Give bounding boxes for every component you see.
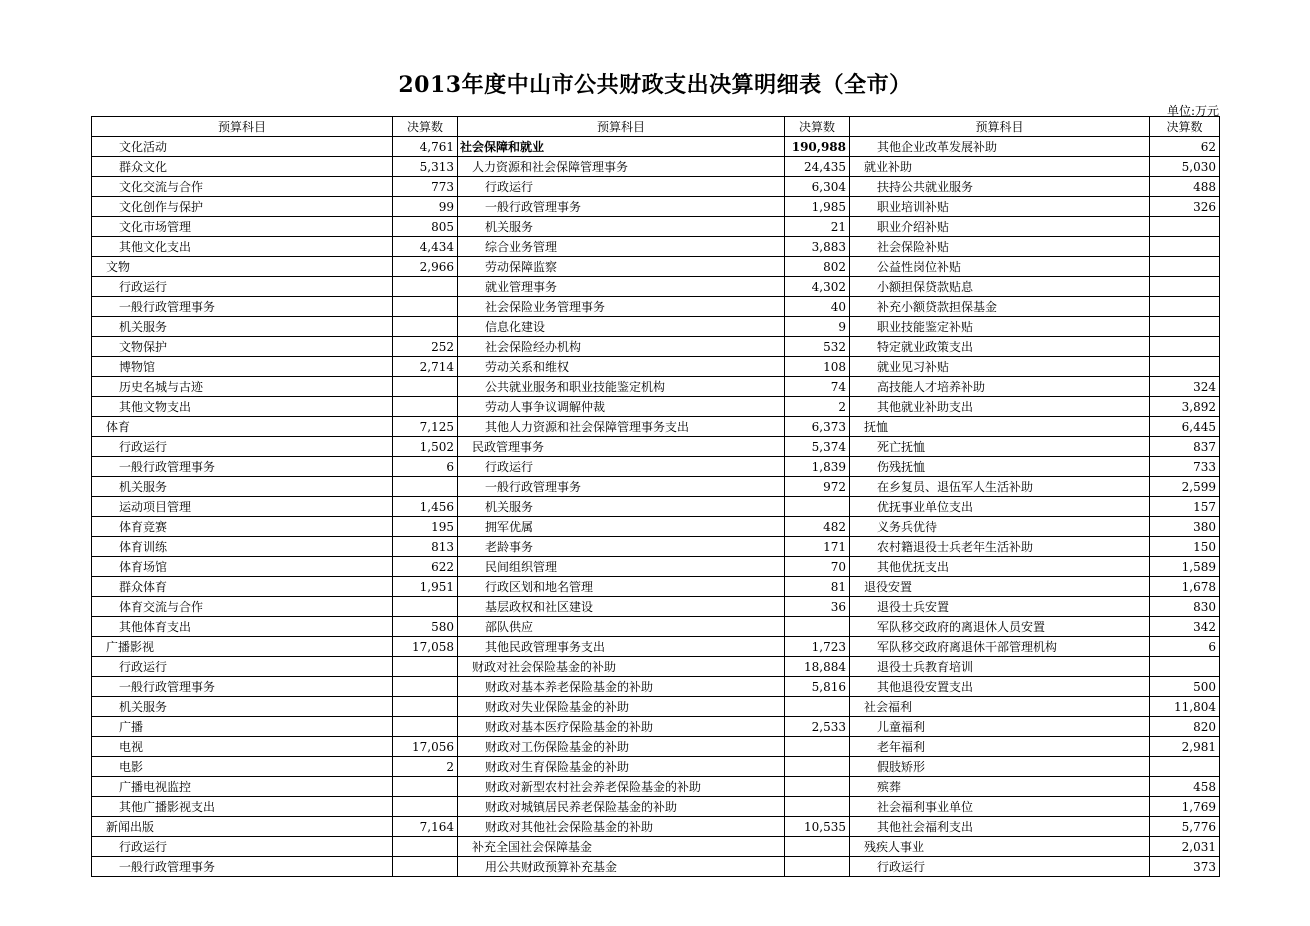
- amount-cell: [393, 677, 458, 697]
- subject-cell: 就业管理事务: [458, 277, 785, 297]
- subject-cell: 其他广播影视支出: [92, 797, 393, 817]
- table-row: [92, 377, 1220, 397]
- subject-cell: 其他退役安置支出: [850, 677, 1150, 697]
- amount-cell: 6,445: [1150, 417, 1220, 437]
- subject-cell: 其他体育支出: [92, 617, 393, 637]
- subject-cell: 综合业务管理: [458, 237, 785, 257]
- table-row: [92, 597, 1220, 617]
- table-row: [92, 777, 1220, 797]
- amount-cell: [785, 497, 850, 517]
- table-row: [92, 437, 1220, 457]
- subject-cell: 运动项目管理: [92, 497, 393, 517]
- amount-cell: [785, 777, 850, 797]
- amount-cell: 2: [785, 397, 850, 417]
- amount-cell: [393, 397, 458, 417]
- amount-cell: 6: [393, 457, 458, 477]
- subject-cell: 机关服务: [458, 217, 785, 237]
- amount-cell: 2,714: [393, 357, 458, 377]
- subject-cell: 行政区划和地名管理: [458, 577, 785, 597]
- subject-cell: 补充全国社会保障基金: [458, 837, 785, 857]
- table-row: [92, 497, 1220, 517]
- subject-cell: 抚恤: [850, 417, 1150, 437]
- subject-cell: 义务兵优待: [850, 517, 1150, 537]
- subject-cell: 体育训练: [92, 537, 393, 557]
- subject-cell: 老龄事务: [458, 537, 785, 557]
- amount-cell: 733: [1150, 457, 1220, 477]
- table-row: [92, 677, 1220, 697]
- subject-cell: 行政运行: [458, 177, 785, 197]
- subject-cell: 社会福利事业单位: [850, 797, 1150, 817]
- subject-cell: 体育: [92, 417, 393, 437]
- subject-cell: 儿童福利: [850, 717, 1150, 737]
- subject-cell: 社会保险业务管理事务: [458, 297, 785, 317]
- subject-cell: 体育交流与合作: [92, 597, 393, 617]
- subject-cell: 民间组织管理: [458, 557, 785, 577]
- amount-cell: [393, 477, 458, 497]
- amount-cell: 3,892: [1150, 397, 1220, 417]
- amount-cell: 5,030: [1150, 157, 1220, 177]
- amount-cell: 9: [785, 317, 850, 337]
- amount-cell: 6,373: [785, 417, 850, 437]
- subject-cell: 文化创作与保护: [92, 197, 393, 217]
- amount-cell: [1150, 277, 1220, 297]
- amount-cell: 805: [393, 217, 458, 237]
- amount-cell: 190,988: [785, 137, 850, 157]
- subject-cell: 文化交流与合作: [92, 177, 393, 197]
- subject-cell: 群众文化: [92, 157, 393, 177]
- table-row: [92, 197, 1220, 217]
- amount-cell: [1150, 297, 1220, 317]
- amount-cell: 2,533: [785, 717, 850, 737]
- table-row: [92, 357, 1220, 377]
- subject-cell: 劳动保障监察: [458, 257, 785, 277]
- subject-cell: 电视: [92, 737, 393, 757]
- table-row: [92, 297, 1220, 317]
- amount-cell: [393, 597, 458, 617]
- subject-cell: 财政对其他社会保险基金的补助: [458, 817, 785, 837]
- amount-cell: [393, 717, 458, 737]
- amount-cell: 2,599: [1150, 477, 1220, 497]
- subject-cell: 其他人力资源和社会保障管理事务支出: [458, 417, 785, 437]
- amount-cell: 532: [785, 337, 850, 357]
- header-amount-2: 决算数: [785, 117, 850, 137]
- subject-cell: 人力资源和社会保障管理事务: [458, 157, 785, 177]
- subject-cell: 殡葬: [850, 777, 1150, 797]
- subject-cell: 机关服务: [458, 497, 785, 517]
- subject-cell: 残疾人事业: [850, 837, 1150, 857]
- amount-cell: 972: [785, 477, 850, 497]
- subject-cell: 其他文物支出: [92, 397, 393, 417]
- amount-cell: 458: [1150, 777, 1220, 797]
- table-row: [92, 697, 1220, 717]
- amount-cell: 1,839: [785, 457, 850, 477]
- subject-cell: 财政对生育保险基金的补助: [458, 757, 785, 777]
- amount-cell: 7,164: [393, 817, 458, 837]
- subject-cell: 新闻出版: [92, 817, 393, 837]
- subject-cell: 群众体育: [92, 577, 393, 597]
- amount-cell: [393, 657, 458, 677]
- amount-cell: 1,589: [1150, 557, 1220, 577]
- subject-cell: 广播: [92, 717, 393, 737]
- subject-cell: 在乡复员、退伍军人生活补助: [850, 477, 1150, 497]
- table-row: [92, 177, 1220, 197]
- subject-cell: 扶持公共就业服务: [850, 177, 1150, 197]
- amount-cell: [1150, 257, 1220, 277]
- unit-label: 单位:万元: [1166, 104, 1219, 118]
- table-row: [92, 757, 1220, 777]
- subject-cell: 信息化建设: [458, 317, 785, 337]
- amount-cell: 21: [785, 217, 850, 237]
- subject-cell: 劳动人事争议调解仲裁: [458, 397, 785, 417]
- subject-cell: 行政运行: [92, 277, 393, 297]
- subject-cell: 死亡抚恤: [850, 437, 1150, 457]
- table-row: [92, 577, 1220, 597]
- header-subject-2: 预算科目: [458, 117, 785, 137]
- amount-cell: [785, 797, 850, 817]
- subject-cell: 文物: [92, 257, 393, 277]
- subject-cell: 广播电视监控: [92, 777, 393, 797]
- subject-cell: 其他文化支出: [92, 237, 393, 257]
- subject-cell: 退役士兵教育培训: [850, 657, 1150, 677]
- subject-cell: 社会福利: [850, 697, 1150, 717]
- table-row: [92, 517, 1220, 537]
- subject-cell: 伤残抚恤: [850, 457, 1150, 477]
- amount-cell: 830: [1150, 597, 1220, 617]
- subject-cell: 公益性岗位补贴: [850, 257, 1150, 277]
- table-row: [92, 337, 1220, 357]
- subject-cell: 特定就业政策支出: [850, 337, 1150, 357]
- subject-cell: 公共就业服务和职业技能鉴定机构: [458, 377, 785, 397]
- table-row: [92, 157, 1220, 177]
- amount-cell: 195: [393, 517, 458, 537]
- amount-cell: 2: [393, 757, 458, 777]
- amount-cell: [785, 857, 850, 877]
- amount-cell: 773: [393, 177, 458, 197]
- table-row: [92, 417, 1220, 437]
- amount-cell: 108: [785, 357, 850, 377]
- amount-cell: 3,883: [785, 237, 850, 257]
- subject-cell: 一般行政管理事务: [92, 677, 393, 697]
- subject-cell: 行政运行: [92, 837, 393, 857]
- amount-cell: 157: [1150, 497, 1220, 517]
- subject-cell: 就业补助: [850, 157, 1150, 177]
- amount-cell: [1150, 217, 1220, 237]
- subject-cell: 其他民政管理事务支出: [458, 637, 785, 657]
- amount-cell: [785, 757, 850, 777]
- amount-cell: 4,761: [393, 137, 458, 157]
- amount-cell: 482: [785, 517, 850, 537]
- amount-cell: 62: [1150, 137, 1220, 157]
- amount-cell: 81: [785, 577, 850, 597]
- header-amount-1: 决算数: [393, 117, 458, 137]
- amount-cell: 342: [1150, 617, 1220, 637]
- table-row: [92, 237, 1220, 257]
- subject-cell: 社会保险补贴: [850, 237, 1150, 257]
- subject-cell: 假肢矫形: [850, 757, 1150, 777]
- amount-cell: [1150, 237, 1220, 257]
- budget-table: [91, 116, 1220, 877]
- subject-cell: 社会保障和就业: [458, 137, 785, 157]
- subject-cell: 其他社会福利支出: [850, 817, 1150, 837]
- subject-cell: 一般行政管理事务: [92, 857, 393, 877]
- amount-cell: [393, 317, 458, 337]
- header-subject-1: 预算科目: [92, 117, 393, 137]
- amount-cell: [393, 277, 458, 297]
- amount-cell: 252: [393, 337, 458, 357]
- subject-cell: 劳动关系和维权: [458, 357, 785, 377]
- table-row: [92, 257, 1220, 277]
- subject-cell: 职业培训补贴: [850, 197, 1150, 217]
- subject-cell: 用公共财政预算补充基金: [458, 857, 785, 877]
- table-row: [92, 737, 1220, 757]
- header-row: [92, 117, 1220, 137]
- subject-cell: 民政管理事务: [458, 437, 785, 457]
- table-body: [92, 137, 1220, 877]
- amount-cell: 580: [393, 617, 458, 637]
- subject-cell: 补充小额贷款担保基金: [850, 297, 1150, 317]
- subject-cell: 退役士兵安置: [850, 597, 1150, 617]
- table-row: [92, 537, 1220, 557]
- subject-cell: 军队移交政府的离退休人员安置: [850, 617, 1150, 637]
- amount-cell: 1,678: [1150, 577, 1220, 597]
- subject-cell: 退役安置: [850, 577, 1150, 597]
- amount-cell: 74: [785, 377, 850, 397]
- amount-cell: 5,816: [785, 677, 850, 697]
- subject-cell: 职业技能鉴定补贴: [850, 317, 1150, 337]
- amount-cell: 4,434: [393, 237, 458, 257]
- amount-cell: 500: [1150, 677, 1220, 697]
- amount-cell: 4,302: [785, 277, 850, 297]
- amount-cell: 2,981: [1150, 737, 1220, 757]
- subject-cell: 行政运行: [458, 457, 785, 477]
- amount-cell: [393, 857, 458, 877]
- subject-cell: 社会保险经办机构: [458, 337, 785, 357]
- amount-cell: 324: [1150, 377, 1220, 397]
- amount-cell: [393, 377, 458, 397]
- amount-cell: 24,435: [785, 157, 850, 177]
- table-row: [92, 277, 1220, 297]
- subject-cell: 就业见习补贴: [850, 357, 1150, 377]
- subject-cell: 文化活动: [92, 137, 393, 157]
- subject-cell: 财政对工伤保险基金的补助: [458, 737, 785, 757]
- subject-cell: 其他企业改革发展补助: [850, 137, 1150, 157]
- amount-cell: 40: [785, 297, 850, 317]
- subject-cell: 电影: [92, 757, 393, 777]
- amount-cell: 813: [393, 537, 458, 557]
- subject-cell: 行政运行: [92, 657, 393, 677]
- amount-cell: 1,769: [1150, 797, 1220, 817]
- table-row: [92, 617, 1220, 637]
- amount-cell: 2,031: [1150, 837, 1220, 857]
- amount-cell: 171: [785, 537, 850, 557]
- amount-cell: [393, 797, 458, 817]
- table-row: [92, 797, 1220, 817]
- table-row: [92, 397, 1220, 417]
- subject-cell: 拥军优属: [458, 517, 785, 537]
- table-row: [92, 837, 1220, 857]
- amount-cell: 6,304: [785, 177, 850, 197]
- amount-cell: [1150, 357, 1220, 377]
- page-title: 2013年度中山市公共财政支出决算明细表（全市）: [398, 72, 912, 98]
- amount-cell: 820: [1150, 717, 1220, 737]
- subject-cell: 财政对基本医疗保险基金的补助: [458, 717, 785, 737]
- amount-cell: 1,723: [785, 637, 850, 657]
- table-row: [92, 817, 1220, 837]
- subject-cell: 财政对失业保险基金的补助: [458, 697, 785, 717]
- subject-cell: 行政运行: [850, 857, 1150, 877]
- subject-cell: 体育场馆: [92, 557, 393, 577]
- amount-cell: 150: [1150, 537, 1220, 557]
- subject-cell: 体育竞赛: [92, 517, 393, 537]
- amount-cell: 5,313: [393, 157, 458, 177]
- subject-cell: 财政对城镇居民养老保险基金的补助: [458, 797, 785, 817]
- amount-cell: [1150, 337, 1220, 357]
- subject-cell: 部队供应: [458, 617, 785, 637]
- subject-cell: 财政对基本养老保险基金的补助: [458, 677, 785, 697]
- table-row: [92, 637, 1220, 657]
- amount-cell: [393, 837, 458, 857]
- amount-cell: [1150, 317, 1220, 337]
- amount-cell: 622: [393, 557, 458, 577]
- subject-cell: 优抚事业单位支出: [850, 497, 1150, 517]
- amount-cell: 2,966: [393, 257, 458, 277]
- amount-cell: 5,776: [1150, 817, 1220, 837]
- subject-cell: 一般行政管理事务: [92, 457, 393, 477]
- amount-cell: 5,374: [785, 437, 850, 457]
- table-row: [92, 317, 1220, 337]
- subject-cell: 文化市场管理: [92, 217, 393, 237]
- subject-cell: 老年福利: [850, 737, 1150, 757]
- subject-cell: 农村籍退役士兵老年生活补助: [850, 537, 1150, 557]
- amount-cell: 488: [1150, 177, 1220, 197]
- amount-cell: [393, 777, 458, 797]
- header-subject-3: 预算科目: [850, 117, 1150, 137]
- amount-cell: 17,058: [393, 637, 458, 657]
- amount-cell: 1,502: [393, 437, 458, 457]
- subject-cell: 职业介绍补贴: [850, 217, 1150, 237]
- amount-cell: 326: [1150, 197, 1220, 217]
- subject-cell: 广播影视: [92, 637, 393, 657]
- amount-cell: 380: [1150, 517, 1220, 537]
- subject-cell: 其他就业补助支出: [850, 397, 1150, 417]
- amount-cell: [785, 617, 850, 637]
- table-row: [92, 657, 1220, 677]
- subject-cell: 机关服务: [92, 697, 393, 717]
- amount-cell: [785, 737, 850, 757]
- amount-cell: 1,985: [785, 197, 850, 217]
- amount-cell: [785, 697, 850, 717]
- subject-cell: 一般行政管理事务: [458, 197, 785, 217]
- subject-cell: 军队移交政府离退休干部管理机构: [850, 637, 1150, 657]
- amount-cell: 11,804: [1150, 697, 1220, 717]
- subject-cell: 小额担保贷款贴息: [850, 277, 1150, 297]
- subject-cell: 财政对新型农村社会养老保险基金的补助: [458, 777, 785, 797]
- table-row: [92, 137, 1220, 157]
- subject-cell: 基层政权和社区建设: [458, 597, 785, 617]
- amount-cell: [1150, 657, 1220, 677]
- amount-cell: 18,884: [785, 657, 850, 677]
- amount-cell: [393, 297, 458, 317]
- amount-cell: [785, 837, 850, 857]
- subject-cell: 文物保护: [92, 337, 393, 357]
- subject-cell: 机关服务: [92, 317, 393, 337]
- amount-cell: 70: [785, 557, 850, 577]
- amount-cell: 1,951: [393, 577, 458, 597]
- amount-cell: 99: [393, 197, 458, 217]
- table-row: [92, 857, 1220, 877]
- table-row: [92, 477, 1220, 497]
- amount-cell: [393, 697, 458, 717]
- subject-cell: 一般行政管理事务: [458, 477, 785, 497]
- subject-cell: 高技能人才培养补助: [850, 377, 1150, 397]
- subject-cell: 一般行政管理事务: [92, 297, 393, 317]
- amount-cell: [1150, 757, 1220, 777]
- subject-cell: 博物馆: [92, 357, 393, 377]
- amount-cell: 373: [1150, 857, 1220, 877]
- header-amount-3: 决算数: [1150, 117, 1220, 137]
- table-row: [92, 557, 1220, 577]
- table-row: [92, 217, 1220, 237]
- amount-cell: 837: [1150, 437, 1220, 457]
- amount-cell: 7,125: [393, 417, 458, 437]
- table-row: [92, 457, 1220, 477]
- subject-cell: 财政对社会保险基金的补助: [458, 657, 785, 677]
- amount-cell: 802: [785, 257, 850, 277]
- amount-cell: 1,456: [393, 497, 458, 517]
- table-row: [92, 717, 1220, 737]
- subject-cell: 历史名城与古迹: [92, 377, 393, 397]
- amount-cell: 10,535: [785, 817, 850, 837]
- subject-cell: 其他优抚支出: [850, 557, 1150, 577]
- subject-cell: 机关服务: [92, 477, 393, 497]
- amount-cell: 17,056: [393, 737, 458, 757]
- amount-cell: 6: [1150, 637, 1220, 657]
- subject-cell: 行政运行: [92, 437, 393, 457]
- amount-cell: 36: [785, 597, 850, 617]
